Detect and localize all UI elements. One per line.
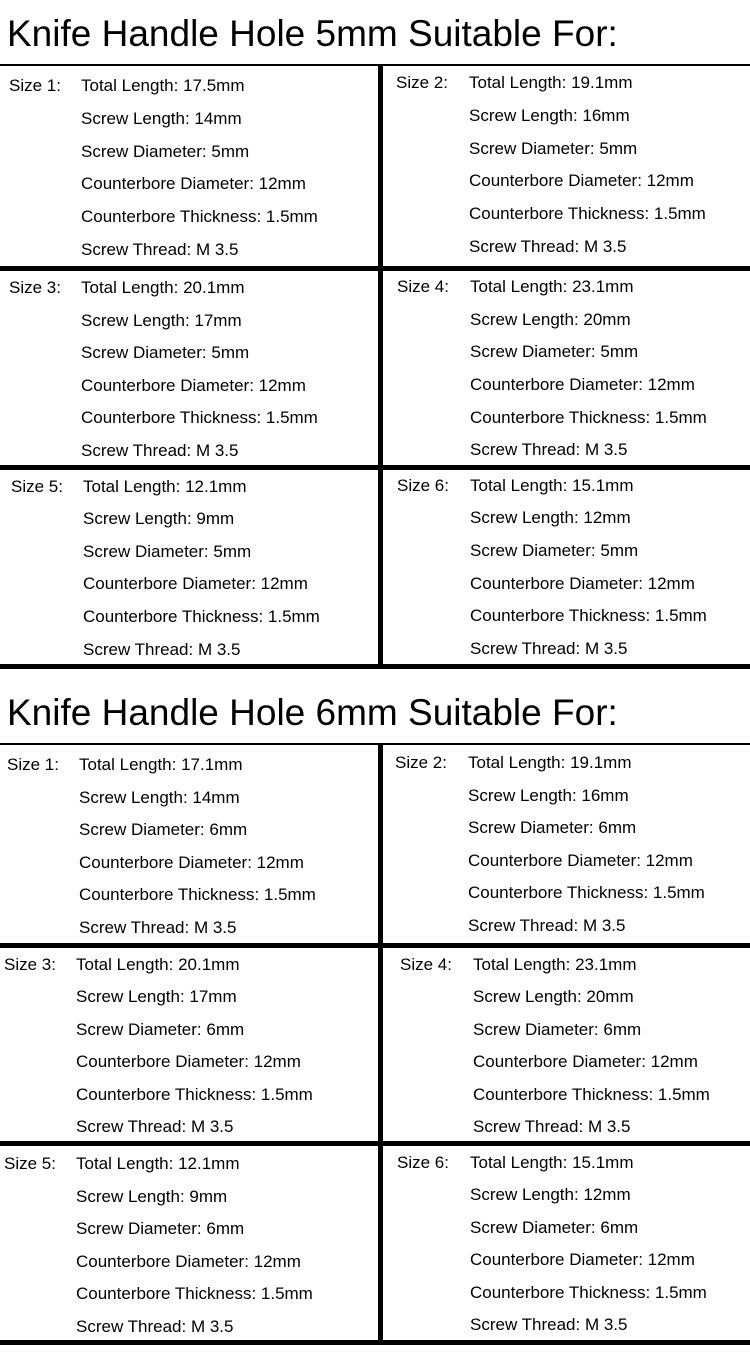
spec-screw-thread: Screw Thread: M 3.5 [469,237,627,256]
spec-section-6mm [0,680,750,1360]
spec-screw-diameter: Screw Diameter: 5mm [83,542,252,561]
spec-counterbore-diameter: Counterbore Diameter: 12mm [76,1052,301,1071]
spec-counterbore-diameter: Counterbore Diameter: 12mm [470,1250,695,1269]
spec-screw-thread: Screw Thread: M 3.5 [470,1315,628,1334]
spec-counterbore-diameter: Counterbore Diameter: 12mm [81,174,306,193]
spec-counterbore-thickness: Counterbore Thickness: 1.5mm [470,606,707,625]
spec-total-length: Total Length: 12.1mm [76,1154,240,1173]
spec-screw-length: Screw Length: 20mm [470,310,631,329]
size-label: Size 1: [7,755,59,774]
spec-screw-length: Screw Length: 12mm [470,508,631,527]
spec-screw-diameter: Screw Diameter: 5mm [470,342,639,361]
spec-total-length: Total Length: 19.1mm [468,753,632,772]
section-bottom-border [0,1340,750,1345]
size-cell [383,745,750,943]
spec-screw-diameter: Screw Diameter: 5mm [469,139,638,158]
size-label: Size 6: [397,1153,449,1172]
spec-screw-diameter: Screw Diameter: 6mm [468,818,637,837]
spec-screw-thread: Screw Thread: M 3.5 [81,441,239,460]
size-label: Size 4: [397,277,449,296]
size-cell [0,1146,378,1340]
spec-counterbore-thickness: Counterbore Thickness: 1.5mm [79,885,316,904]
size-cell [383,271,750,465]
spec-screw-thread: Screw Thread: M 3.5 [468,916,626,935]
spec-screw-thread: Screw Thread: M 3.5 [79,918,237,937]
spec-screw-thread: Screw Thread: M 3.5 [470,639,628,658]
spec-counterbore-diameter: Counterbore Diameter: 12mm [470,375,695,394]
size-cell [383,1146,750,1340]
spec-total-length: Total Length: 23.1mm [473,955,637,974]
spec-total-length: Total Length: 17.1mm [79,755,243,774]
section-title: Knife Handle Hole 6mm Suitable For: [7,692,618,733]
spec-screw-length: Screw Length: 14mm [79,788,240,807]
spec-screw-length: Screw Length: 9mm [83,509,235,528]
spec-counterbore-diameter: Counterbore Diameter: 12mm [468,851,693,870]
spec-screw-diameter: Screw Diameter: 6mm [76,1219,245,1238]
section-bottom-border [0,664,750,669]
size-label: Size 6: [397,476,449,495]
spec-total-length: Total Length: 15.1mm [470,1153,634,1172]
spec-counterbore-diameter: Counterbore Diameter: 12mm [81,376,306,395]
spec-counterbore-thickness: Counterbore Thickness: 1.5mm [83,607,320,626]
size-label: Size 2: [396,73,448,92]
spec-screw-diameter: Screw Diameter: 6mm [79,820,248,839]
spec-screw-length: Screw Length: 17mm [81,311,242,330]
spec-screw-length: Screw Length: 17mm [76,987,237,1006]
spec-screw-thread: Screw Thread: M 3.5 [76,1117,234,1136]
spec-counterbore-diameter: Counterbore Diameter: 12mm [469,171,694,190]
spec-screw-diameter: Screw Diameter: 6mm [470,1218,639,1237]
spec-total-length: Total Length: 17.5mm [81,76,245,95]
spec-screw-length: Screw Length: 9mm [76,1187,228,1206]
size-label: Size 5: [11,477,63,496]
spec-counterbore-thickness: Counterbore Thickness: 1.5mm [469,204,706,223]
spec-total-length: Total Length: 15.1mm [470,476,634,495]
spec-screw-length: Screw Length: 16mm [468,786,629,805]
spec-total-length: Total Length: 20.1mm [76,955,240,974]
spec-screw-length: Screw Length: 20mm [473,987,634,1006]
size-label: Size 1: [9,76,61,95]
size-cell [383,66,750,266]
size-cell [0,470,378,664]
size-cell [383,470,750,664]
spec-screw-diameter: Screw Diameter: 6mm [76,1020,245,1039]
spec-screw-thread: Screw Thread: M 3.5 [81,240,239,259]
size-label: Size 5: [4,1154,56,1173]
spec-screw-diameter: Screw Diameter: 5mm [81,142,250,161]
spec-counterbore-diameter: Counterbore Diameter: 12mm [473,1052,698,1071]
size-cell [0,745,378,943]
size-cell [0,66,378,266]
spec-screw-thread: Screw Thread: M 3.5 [83,640,241,659]
spec-screw-thread: Screw Thread: M 3.5 [76,1317,234,1336]
spec-counterbore-diameter: Counterbore Diameter: 12mm [470,574,695,593]
size-label: Size 4: [400,955,452,974]
spec-counterbore-thickness: Counterbore Thickness: 1.5mm [81,207,318,226]
spec-screw-length: Screw Length: 16mm [469,106,630,125]
spec-counterbore-diameter: Counterbore Diameter: 12mm [83,574,308,593]
spec-screw-diameter: Screw Diameter: 5mm [81,343,250,362]
size-label: Size 2: [395,753,447,772]
spec-counterbore-thickness: Counterbore Thickness: 1.5mm [473,1085,710,1104]
size-label: Size 3: [4,955,56,974]
spec-screw-length: Screw Length: 12mm [470,1185,631,1204]
spec-total-length: Total Length: 19.1mm [469,73,633,92]
spec-total-length: Total Length: 20.1mm [81,278,245,297]
spec-total-length: Total Length: 23.1mm [470,277,634,296]
spec-screw-diameter: Screw Diameter: 5mm [470,541,639,560]
spec-screw-thread: Screw Thread: M 3.5 [473,1117,631,1136]
size-label: Size 3: [9,278,61,297]
spec-counterbore-thickness: Counterbore Thickness: 1.5mm [470,1283,707,1302]
spec-counterbore-diameter: Counterbore Diameter: 12mm [79,853,304,872]
spec-total-length: Total Length: 12.1mm [83,477,247,496]
spec-counterbore-thickness: Counterbore Thickness: 1.5mm [76,1284,313,1303]
spec-counterbore-thickness: Counterbore Thickness: 1.5mm [76,1085,313,1104]
spec-screw-length: Screw Length: 14mm [81,109,242,128]
size-cell [383,948,750,1141]
size-cell [0,948,378,1141]
spec-counterbore-thickness: Counterbore Thickness: 1.5mm [468,883,705,902]
spec-counterbore-thickness: Counterbore Thickness: 1.5mm [470,408,707,427]
spec-screw-diameter: Screw Diameter: 6mm [473,1020,642,1039]
spec-screw-thread: Screw Thread: M 3.5 [470,440,628,459]
size-cell [0,271,378,465]
section-title: Knife Handle Hole 5mm Suitable For: [7,13,618,54]
spec-counterbore-thickness: Counterbore Thickness: 1.5mm [81,408,318,427]
spec-counterbore-diameter: Counterbore Diameter: 12mm [76,1252,301,1271]
